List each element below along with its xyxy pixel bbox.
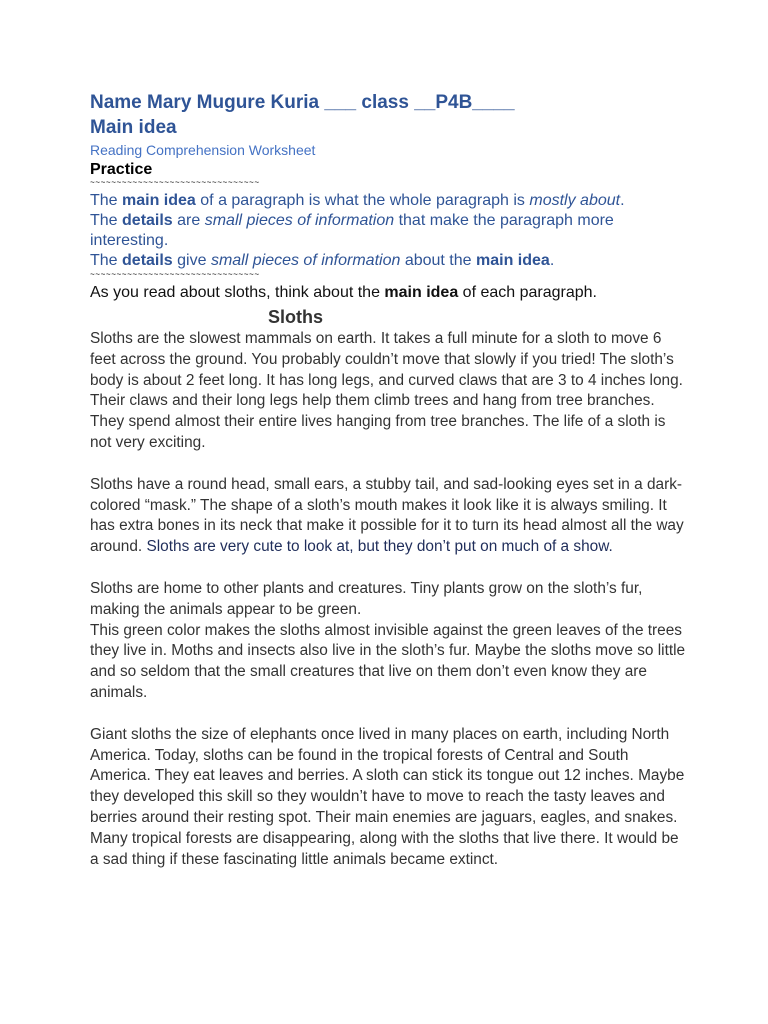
def1-emphasis: mostly about bbox=[529, 192, 621, 209]
def3-term-details: details bbox=[122, 252, 173, 269]
instruction-text-c: of each paragraph. bbox=[458, 284, 597, 301]
paragraph-3a: Sloths are home to other plants and creatures. Tiny plants grow on the sloth’s fur, making the animals appear to be green. bbox=[90, 579, 643, 618]
instruction-text-a: As you read about sloths, think about the bbox=[90, 284, 385, 301]
paragraph-4: Giant sloths the size of elephants once lived in many places on earth, including North America. Today, sloths can be found in the tropical forests of Central and South America. They eat leaves and berries. A sloth can stick its tongue out 12 inches. Maybe they developed this skill so they wouldn’t have to move to reach the tasty leaves and berries around their resting spot. Their main enemies are jaguars, eagles, and snakes. Many tropical forests are disappearing, along with the sloths that live there. It would be a sad thing if these fascinating little animals became extinct. bbox=[90, 725, 685, 868]
def2-text-c: are bbox=[172, 212, 205, 229]
def3-emphasis: small pieces of information bbox=[210, 252, 401, 269]
tilde-divider-bottom: ~~~~~~~~~~~~~~~~~~~~~~~~~~~~~~~~ bbox=[90, 272, 260, 280]
reading-instruction bbox=[90, 283, 690, 303]
def3-term-main-idea: main idea bbox=[476, 252, 550, 269]
definition-details bbox=[90, 211, 690, 251]
def1-text-c: of a paragraph is what the whole paragraph is bbox=[195, 192, 530, 209]
name-class-line: Name Mary Mugure Kuria ___ class __P4B____ bbox=[90, 92, 515, 113]
def3-text-c: give bbox=[172, 252, 211, 269]
worksheet-content bbox=[90, 90, 690, 870]
paragraph-2-text: Sloths have a round head, small ears, a stubby tail, and sad-looking eyes set in a dark-colored “mask.” The shape of a sloth’s mouth makes it look like it is always smiling. It has extra bones in its neck that make it possible for it to turn its head almost all the way around. bbox=[90, 475, 684, 556]
definition-main-idea bbox=[90, 191, 690, 211]
story-title: Sloths bbox=[268, 307, 324, 327]
paragraph-gap bbox=[90, 704, 690, 725]
paragraph-2-highlight: Sloths are very cute to look at, but they don’t put on much of a show. bbox=[146, 538, 613, 556]
instruction-term: main idea bbox=[384, 284, 459, 301]
worksheet-subtitle: Reading Comprehension Worksheet bbox=[90, 142, 316, 158]
def1-text-a: The bbox=[90, 192, 123, 209]
paragraph-1: Sloths are the slowest mammals on earth. It takes a full minute for a sloth to move 6 feet across the ground. You probably couldn’t move that slowly if you tried! The sloth’s body is about 2 feet long. It has long legs, and curved claws that are 3 to 4 inches long. Their claws and their long legs help them climb trees and hang from tree branches. They spend almost their entire lives hanging from tree branches. The life of a sloth is not very exciting. bbox=[90, 330, 683, 451]
def3-text-a: The bbox=[90, 252, 123, 269]
def1-text-e: . bbox=[620, 192, 625, 209]
main-idea-title: Main idea bbox=[90, 117, 177, 138]
paragraph-gap bbox=[90, 558, 690, 579]
def2-emphasis: small pieces of information bbox=[204, 212, 395, 229]
practice-label: Practice bbox=[90, 161, 153, 178]
def3-text-e: about the bbox=[400, 252, 476, 269]
def3-text-g: . bbox=[549, 252, 555, 269]
def2-text-e: that make the paragraph more interesting. bbox=[90, 212, 614, 249]
paragraph-2 bbox=[90, 475, 690, 558]
def1-term-main-idea: main idea bbox=[122, 192, 196, 209]
def2-text-a: The bbox=[90, 212, 123, 229]
definition-details-give bbox=[90, 251, 690, 271]
paragraph-3b: This green color makes the sloths almost invisible against the green leaves of the trees they live in. Moths and insects also live in the sloth’s fur. Maybe the sloths move so little and so seldom that the small creatures that live on them don’t even know they are animals. bbox=[90, 621, 686, 701]
paragraph-gap bbox=[90, 454, 690, 475]
tilde-divider-top: ~~~~~~~~~~~~~~~~~~~~~~~~~~~~~~~~ bbox=[90, 180, 260, 188]
def2-term-details: details bbox=[122, 212, 173, 229]
